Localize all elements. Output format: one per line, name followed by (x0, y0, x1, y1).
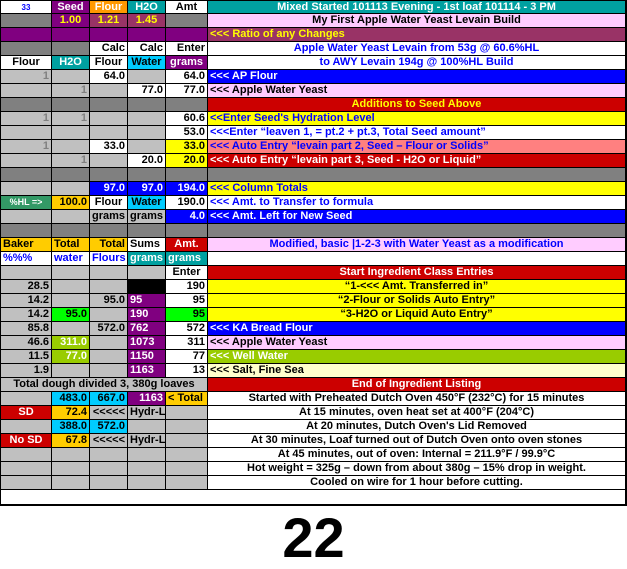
flour-auto-entry-note: “2-Flour or Solids Auto Entry” (208, 294, 625, 307)
blank-cell (166, 168, 207, 181)
blank-cell (52, 364, 89, 377)
blank-cell (128, 462, 165, 475)
blank-cell (1, 168, 51, 181)
enter-label: Enter (166, 42, 207, 55)
baking-step: At 30 minutes, Loaf turned out of Dutch Oven onto oven stones (208, 434, 625, 447)
blank-cell (166, 14, 207, 27)
water-label: Water (128, 196, 165, 209)
blank-cell (90, 350, 127, 363)
amt-value: 190 (166, 280, 207, 293)
grams-label: grams (166, 252, 207, 265)
hl-value: 100.0 (52, 196, 89, 209)
amt-header: Amt (166, 1, 207, 13)
baker-value: 85.8 (1, 322, 51, 335)
amt-value: 33.0 (166, 140, 207, 153)
baker-value: 14.2 (1, 308, 51, 321)
blank-cell (90, 98, 127, 111)
flours-total: 572.0 (90, 420, 127, 433)
blank-cell (52, 294, 89, 307)
amt-value: 13 (166, 364, 207, 377)
blank-cell (90, 168, 127, 181)
grams-label: grams (166, 56, 207, 69)
blank-cell (90, 364, 127, 377)
blank-cell (90, 112, 127, 125)
flours-label: Flours (92, 252, 126, 264)
water-value: 311.0 (52, 336, 89, 349)
grams-label: grams (92, 210, 126, 222)
blank-cell (52, 210, 89, 223)
blank-cell (128, 28, 165, 41)
total-flours: 667.0 (90, 392, 127, 405)
blank-cell (90, 462, 127, 475)
seed-ratio: 1.00 (52, 14, 89, 27)
blank-cell (166, 28, 207, 41)
flours-value: 95.0 (90, 294, 127, 307)
blank-cell (52, 182, 89, 195)
divided-note: Total dough divided 3, 380g loaves (1, 378, 207, 391)
grams-label: grams (130, 252, 164, 264)
well-water-note: <<< Well Water (208, 350, 625, 363)
water-total: 97.0 (128, 182, 165, 195)
blank-cell (90, 126, 127, 139)
baking-step: At 15 minutes, oven heat set at 400°F (204°C) (208, 406, 625, 419)
blank-cell (52, 280, 89, 293)
blank-cell (52, 448, 89, 461)
sd-label: SD (1, 406, 51, 419)
amt-value: 95 (166, 294, 207, 307)
calc-label: Calc (90, 42, 127, 55)
blank-cell (1, 266, 51, 279)
baking-step: At 45 minutes, out of oven: Internal = 211.9°F / 99.9°C (208, 448, 625, 461)
ratio-note: <<< Ratio of any Changes (208, 28, 625, 41)
amt-value: 64.0 (166, 70, 207, 83)
amt-header: Amt. (166, 238, 207, 251)
blank-cell (166, 224, 207, 237)
flour-label: Flour (1, 56, 51, 69)
water-value: 77.0 (52, 350, 89, 363)
blank-cell (128, 126, 165, 139)
sums-value: 1150 (128, 350, 165, 363)
blank-cell (90, 84, 127, 97)
hydration-value: 67.8 (52, 434, 89, 447)
blank-cell (90, 280, 127, 293)
calc-water: 77.0 (128, 84, 165, 97)
blank-cell (1, 182, 51, 195)
blank-cell (128, 70, 165, 83)
amt-value: 77.0 (166, 84, 207, 97)
blank-cell (52, 126, 89, 139)
apple-water-note: <<< Apple Water Yeast (208, 84, 625, 97)
seed-value: 1 (1, 112, 51, 125)
blank-cell (166, 448, 207, 461)
blank-cell (128, 98, 165, 111)
baking-step: Hot weight = 325g – down from about 380g – 15% drop in weight. (208, 462, 625, 475)
blank-cell (52, 140, 89, 153)
sums-value: 1163 (128, 364, 165, 377)
transferred-in-note: “1-<<< Amt. Transferred in” (208, 280, 625, 293)
ap-flour-note: <<< AP Flour (208, 70, 625, 83)
column-totals-note: <<< Column Totals (208, 182, 625, 195)
baker-value: 28.5 (1, 280, 51, 293)
hydration-note: <<Enter Seed's Hydration Level (208, 112, 625, 125)
blank-cell (166, 406, 207, 419)
sums-value: 190 (128, 308, 165, 321)
new-seed-note: <<< Amt. Left for New Seed (208, 210, 625, 223)
flour-total: 97.0 (90, 182, 127, 195)
blank-cell (128, 280, 165, 293)
baker-value: 14.2 (1, 294, 51, 307)
water-label: water (52, 252, 89, 265)
salt-note: <<< Salt, Fine Sea (208, 364, 625, 377)
transfer-note: <<< Amt. to Transfer to formula (208, 196, 625, 209)
blank-cell (52, 322, 89, 335)
blank-cell (1, 448, 51, 461)
blank-cell (52, 266, 89, 279)
seed-value: 1 (52, 112, 89, 125)
flours-value: 572.0 (90, 322, 127, 335)
build-note: to AWY Levain 194g @ 100%HL Build (208, 56, 625, 69)
blank-cell (90, 476, 127, 489)
calc-water: 20.0 (128, 154, 165, 167)
blank-cell (1, 28, 51, 41)
blank-cell (128, 224, 165, 237)
blank-cell (90, 28, 127, 41)
blank-cell (1, 14, 51, 27)
blank-cell (128, 168, 165, 181)
blank-cell (128, 112, 165, 125)
blank-cell (1, 476, 51, 489)
baker-header: Baker (1, 238, 51, 251)
blank-cell (128, 476, 165, 489)
arrows-label: <<<<< (90, 406, 127, 419)
blank-cell (1, 392, 51, 405)
blank-cell (166, 462, 207, 475)
blank-cell (1, 42, 51, 55)
blank-cell (166, 98, 207, 111)
auto-entry-flour: <<< Auto Entry “levain part 2, Seed – Flour or Solids” (208, 140, 625, 153)
seed-value: 1 (1, 140, 51, 153)
blank-cell (1, 154, 51, 167)
blank-cell (166, 476, 207, 489)
sheet-title: Mixed Started 101113 Evening - 1st loaf 101114 - 3 PM (208, 1, 625, 13)
auto-entry-water: <<< Auto Entry “levain part 3, Seed - H2O or Liquid” (208, 154, 625, 167)
modified-note: Modified, basic |1-2-3 with Water Yeast as a modification (208, 238, 625, 251)
total-water: 483.0 (52, 392, 89, 405)
blank-cell (166, 434, 207, 447)
amt-value: 190.0 (166, 196, 207, 209)
blank-cell (52, 462, 89, 475)
hl-label: %HL => (1, 196, 51, 209)
blank-cell (208, 252, 625, 265)
hydr-label: Hydr-L (130, 434, 165, 446)
flour-header: Flour (90, 1, 127, 13)
total-sums: 1163 (128, 392, 165, 405)
apple-water-note: <<< Apple Water Yeast (208, 336, 625, 349)
sums-value: 762 (128, 322, 165, 335)
total-label: < Total (166, 392, 207, 405)
blank-cell (1, 210, 51, 223)
blank-cell (128, 420, 165, 433)
blank-cell (90, 448, 127, 461)
amt-value: 20.0 (166, 154, 207, 167)
seed-header: Seed (52, 1, 89, 13)
amt-value: 572 (166, 322, 207, 335)
blank-cell (52, 42, 89, 55)
amt-value: 4.0 (166, 210, 207, 223)
flour-label: Flour (90, 56, 127, 69)
levain-note: Apple Water Yeast Levain from 53g @ 60.6%HL (208, 42, 625, 55)
baker-value: 1.9 (1, 364, 51, 377)
blank-cell (90, 308, 127, 321)
percent-label: %%% (1, 252, 51, 265)
blank-cell (1, 126, 51, 139)
hydr-label: Hydr-L (130, 406, 165, 418)
flour-ratio: 1.21 (90, 14, 127, 27)
calc-label: Calc (128, 42, 165, 55)
enter-label: Enter (166, 266, 207, 279)
baking-step: At 20 minutes, Dutch Oven's Lid Removed (208, 420, 625, 433)
seed-value: 1 (1, 70, 51, 83)
blank-cell (208, 168, 625, 181)
sums-value: 1073 (128, 336, 165, 349)
h2o-ratio: 1.45 (128, 14, 165, 27)
no-sd-label: No SD (1, 434, 51, 447)
h2o-header: H2O (128, 1, 165, 13)
blank-cell (90, 224, 127, 237)
blank-cell (128, 266, 165, 279)
blank-cell (52, 28, 89, 41)
amt-value: 60.6 (166, 112, 207, 125)
h2o-label: H2O (52, 56, 89, 69)
baker-value: 11.5 (1, 350, 51, 363)
calc-flour: 64.0 (90, 70, 127, 83)
amt-value: 53.0 (166, 126, 207, 139)
blank-cell (52, 476, 89, 489)
water-total: 388.0 (52, 420, 89, 433)
blank-cell (52, 168, 89, 181)
blank-cell (128, 448, 165, 461)
additions-header: Additions to Seed Above (208, 98, 625, 111)
water-label: Water (128, 56, 165, 69)
total-water-header: Total (52, 238, 89, 251)
liquid-auto-entry-note: “3-H2O or Liquid Auto Entry” (208, 308, 625, 321)
blank-cell (128, 140, 165, 153)
blank-cell (52, 224, 89, 237)
flour-label: Flour (90, 196, 127, 209)
build-title: My First Apple Water Yeast Levain Build (208, 14, 625, 27)
blank-cell (1, 462, 51, 475)
blank-cell (1, 224, 51, 237)
baking-step: Cooled on wire for 1 hour before cutting. (208, 476, 625, 489)
blank-cell (90, 266, 127, 279)
blank-cell (1, 84, 51, 97)
baker-value: 46.6 (1, 336, 51, 349)
blank-cell (52, 70, 89, 83)
water-value: 95.0 (52, 308, 89, 321)
amt-value: 77 (166, 350, 207, 363)
sums-value: 95 (128, 294, 165, 307)
baking-step: Started with Preheated Dutch Oven 450°F (232°C) for 15 minutes (208, 392, 625, 405)
calc-flour: 33.0 (90, 140, 127, 153)
end-listing-header: End of Ingredient Listing (208, 378, 625, 391)
sums-header: Sums (128, 238, 165, 251)
blank-cell (90, 336, 127, 349)
blank-cell (208, 224, 625, 237)
page-number: 22 (282, 506, 345, 569)
cell-value: 33 (1, 1, 51, 13)
blank-cell (166, 420, 207, 433)
amt-total: 194.0 (166, 182, 207, 195)
blank-cell (52, 98, 89, 111)
total-flours-header: Total (90, 238, 127, 251)
bread-flour-note: <<< KA Bread Flour (208, 322, 625, 335)
amt-value: 311 (166, 336, 207, 349)
grams-label: grams (130, 210, 164, 222)
blank-cell (1, 98, 51, 111)
seed-amount-note: <<<Enter “leaven 1, = pt.2 + pt.3, Total Seed amount” (208, 126, 625, 139)
hydration-value: 72.4 (52, 406, 89, 419)
blank-cell (1, 420, 51, 433)
blank-cell (1, 490, 625, 504)
blank-cell (90, 154, 127, 167)
amt-value: 95 (166, 308, 207, 321)
arrows-label: <<<<< (90, 434, 127, 447)
seed-value: 1 (52, 154, 89, 167)
ingredient-class-header: Start Ingredient Class Entries (208, 266, 625, 279)
seed-value: 1 (52, 84, 89, 97)
